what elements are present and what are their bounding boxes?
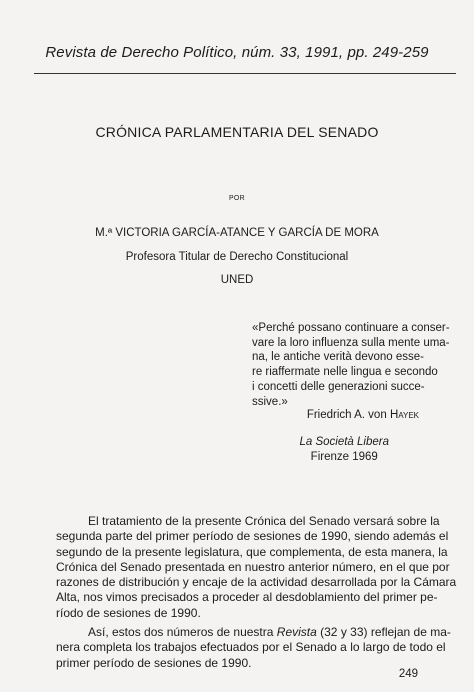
body-line: nera completa los trabajos efectuados por el Senado a lo largo de todo el [56, 640, 446, 655]
by-label: POR [228, 195, 246, 202]
epigraph-quote [252, 321, 450, 409]
body-line: razones de distribución y encaje de la actividad desarrollada por la Cámara [56, 575, 457, 590]
body-paragraph [56, 514, 457, 621]
epigraph-line: re riaffermate nelle lingua e secondo [252, 366, 438, 379]
body-line: primer período de sesiones de 1990. [56, 655, 252, 670]
epigraph-line: i concetti delle generazioni succe- [252, 380, 425, 393]
body-text: (32 y 33) reflejan de ma- [320, 625, 451, 640]
author-university: UNED [220, 274, 254, 286]
page-number: 249 [398, 668, 418, 680]
author-name: M.ª VICTORIA GARCÍA-ATANCE Y GARCÍA DE MORA [95, 227, 379, 239]
epigraph-source [299, 435, 389, 465]
epigraph-line: «Perché possano continuare a conser- [252, 322, 450, 334]
epigraph-place-year: Firenze 1969 [310, 451, 378, 463]
body-line: Alta, nos vimos precisados a proceder al desdoblamiento del primer pe- [56, 590, 438, 605]
journal-citation: Revista de Derecho Político, núm. 33, 1991, pp. 249-259 [45, 44, 429, 61]
epigraph-book: La Società Libera [299, 436, 389, 448]
epigraph-line: na, le antiche verità devono esse- [252, 351, 424, 364]
epigraph-author-last: Hayek [389, 409, 419, 421]
body-line: Crónica del Senado presentada en nuestro anterior número, en el que por [56, 559, 450, 574]
header-rule [34, 73, 456, 74]
body-line: segunda parte del primer período de sesiones de 1990, siendo además el [56, 529, 449, 544]
body-italic: Revista [276, 625, 317, 640]
body-paragraph [56, 625, 451, 671]
epigraph-line: vare la loro influenza sulla mente uma- [252, 336, 450, 349]
body-line: ríodo de sesiones de 1990. [56, 605, 201, 620]
article-body [56, 514, 457, 675]
body-line [56, 625, 451, 640]
epigraph-author-first: Friedrich A. von [306, 409, 387, 421]
author-affiliation: Profesora Titular de Derecho Constitucional [125, 251, 349, 263]
epigraph-author [307, 409, 419, 421]
body-text: Así, estos dos números de nuestra [88, 625, 274, 640]
body-line: segundo de la presente legislatura, que complementa, de esta manera, la [56, 544, 448, 559]
article-title: CRÓNICA PARLAMENTARIA DEL SENADO [95, 124, 379, 140]
epigraph-line: ssive.» [252, 395, 288, 408]
body-line: El tratamiento de la presente Crónica del Senado versará sobre la [88, 514, 440, 528]
